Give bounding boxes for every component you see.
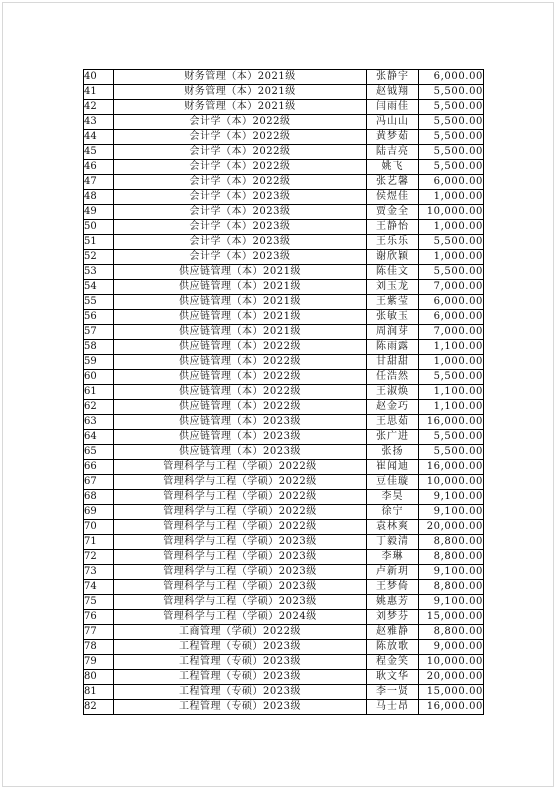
award-amount: 5,500.00 [419, 430, 484, 445]
table-row [84, 265, 484, 280]
table-row [84, 580, 484, 595]
class-name: 工程管理（专硕）2023级 [114, 700, 367, 715]
table-row [84, 250, 484, 265]
award-amount: 1,000.00 [419, 190, 484, 205]
row-number: 81 [84, 685, 114, 700]
student-name: 耿文华 [367, 670, 419, 685]
row-number: 51 [84, 235, 114, 250]
class-name: 财务管理（本）2021级 [114, 85, 367, 100]
class-name: 会计学（本）2022级 [114, 160, 367, 175]
student-name: 刘玉龙 [367, 280, 419, 295]
student-name: 姚惠芳 [367, 595, 419, 610]
award-amount: 20,000.00 [419, 520, 484, 535]
award-amount: 1,100.00 [419, 340, 484, 355]
student-name: 程金笑 [367, 655, 419, 670]
student-name: 黄梦茹 [367, 130, 419, 145]
award-amount: 5,500.00 [419, 265, 484, 280]
student-name: 马士昂 [367, 700, 419, 715]
class-name: 管理科学与工程（学硕）2022级 [114, 520, 367, 535]
table-row [84, 685, 484, 700]
table-row [84, 355, 484, 370]
row-number: 40 [84, 70, 114, 85]
student-name: 赵雅静 [367, 625, 419, 640]
student-name: 王静怡 [367, 220, 419, 235]
table-row [84, 700, 484, 715]
student-name: 周润芽 [367, 325, 419, 340]
class-name: 工程管理（专硕）2023级 [114, 655, 367, 670]
class-name: 管理科学与工程（学硕）2022级 [114, 505, 367, 520]
student-name: 卢新玥 [367, 565, 419, 580]
award-amount: 5,500.00 [419, 145, 484, 160]
class-name: 会计学（本）2022级 [114, 115, 367, 130]
award-amount: 7,000.00 [419, 280, 484, 295]
student-name: 豆佳璇 [367, 475, 419, 490]
student-name: 陈雨露 [367, 340, 419, 355]
row-number: 52 [84, 250, 114, 265]
class-name: 会计学（本）2023级 [114, 220, 367, 235]
class-name: 工程管理（专硕）2023级 [114, 685, 367, 700]
award-amount: 16,000.00 [419, 700, 484, 715]
award-amount: 1,000.00 [419, 250, 484, 265]
class-name: 管理科学与工程（学硕）2022级 [114, 490, 367, 505]
award-amount: 5,500.00 [419, 115, 484, 130]
row-number: 44 [84, 130, 114, 145]
class-name: 财务管理（本）2021级 [114, 70, 367, 85]
row-number: 75 [84, 595, 114, 610]
class-name: 供应链管理（本）2023级 [114, 445, 367, 460]
class-name: 工商管理（学硕）2022级 [114, 625, 367, 640]
class-name: 管理科学与工程（学硕）2023级 [114, 565, 367, 580]
table-row [84, 490, 484, 505]
table-row [84, 70, 484, 85]
class-name: 供应链管理（本）2021级 [114, 295, 367, 310]
scholarship-table [83, 69, 484, 715]
row-number: 46 [84, 160, 114, 175]
table-row [84, 505, 484, 520]
award-amount: 7,000.00 [419, 325, 484, 340]
award-amount: 6,000.00 [419, 295, 484, 310]
row-number: 70 [84, 520, 114, 535]
table-row [84, 145, 484, 160]
award-amount: 6,000.00 [419, 70, 484, 85]
class-name: 管理科学与工程（学硕）2022级 [114, 475, 367, 490]
row-number: 80 [84, 670, 114, 685]
student-name: 李昊 [367, 490, 419, 505]
row-number: 82 [84, 700, 114, 715]
class-name: 供应链管理（本）2021级 [114, 265, 367, 280]
table-row [84, 385, 484, 400]
table-row [84, 550, 484, 565]
table-row [84, 175, 484, 190]
student-name: 侯煜佳 [367, 190, 419, 205]
table-row [84, 160, 484, 175]
award-amount: 5,500.00 [419, 130, 484, 145]
row-number: 60 [84, 370, 114, 385]
award-amount: 9,100.00 [419, 490, 484, 505]
table-row [84, 220, 484, 235]
row-number: 41 [84, 85, 114, 100]
student-name: 王梦倚 [367, 580, 419, 595]
student-name: 刘梦芬 [367, 610, 419, 625]
row-number: 42 [84, 100, 114, 115]
class-name: 会计学（本）2023级 [114, 250, 367, 265]
table-row [84, 325, 484, 340]
table-row [84, 640, 484, 655]
award-amount: 8,800.00 [419, 535, 484, 550]
table-row [84, 595, 484, 610]
student-name: 崔闻迪 [367, 460, 419, 475]
row-number: 63 [84, 415, 114, 430]
class-name: 供应链管理（本）2021级 [114, 280, 367, 295]
award-amount: 1,000.00 [419, 220, 484, 235]
row-number: 67 [84, 475, 114, 490]
award-amount: 5,500.00 [419, 370, 484, 385]
award-amount: 6,000.00 [419, 310, 484, 325]
class-name: 供应链管理（本）2022级 [114, 385, 367, 400]
student-name: 陆吉亮 [367, 145, 419, 160]
row-number: 62 [84, 400, 114, 415]
table-row [84, 295, 484, 310]
row-number: 74 [84, 580, 114, 595]
student-name: 任浩然 [367, 370, 419, 385]
table-row [84, 235, 484, 250]
award-amount: 9,100.00 [419, 565, 484, 580]
row-number: 53 [84, 265, 114, 280]
row-number: 47 [84, 175, 114, 190]
row-number: 79 [84, 655, 114, 670]
student-name: 贾金全 [367, 205, 419, 220]
row-number: 65 [84, 445, 114, 460]
award-amount: 5,500.00 [419, 100, 484, 115]
class-name: 管理科学与工程（学硕）2024级 [114, 610, 367, 625]
table-row [84, 310, 484, 325]
student-name: 张扬 [367, 445, 419, 460]
table-row [84, 370, 484, 385]
award-amount: 10,000.00 [419, 655, 484, 670]
row-number: 66 [84, 460, 114, 475]
class-name: 会计学（本）2023级 [114, 205, 367, 220]
award-amount: 9,100.00 [419, 505, 484, 520]
award-amount: 15,000.00 [419, 685, 484, 700]
table-row [84, 655, 484, 670]
class-name: 会计学（本）2023级 [114, 190, 367, 205]
table-row [84, 190, 484, 205]
row-number: 50 [84, 220, 114, 235]
award-amount: 8,800.00 [419, 550, 484, 565]
class-name: 供应链管理（本）2022级 [114, 370, 367, 385]
award-amount: 1,100.00 [419, 400, 484, 415]
class-name: 会计学（本）2022级 [114, 130, 367, 145]
class-name: 供应链管理（本）2022级 [114, 340, 367, 355]
student-name: 李琳 [367, 550, 419, 565]
student-name: 王乐乐 [367, 235, 419, 250]
class-name: 管理科学与工程（学硕）2023级 [114, 595, 367, 610]
row-number: 73 [84, 565, 114, 580]
row-number: 45 [84, 145, 114, 160]
student-name: 李一贤 [367, 685, 419, 700]
class-name: 管理科学与工程（学硕）2023级 [114, 535, 367, 550]
student-name: 赵金巧 [367, 400, 419, 415]
award-amount: 1,100.00 [419, 385, 484, 400]
row-number: 58 [84, 340, 114, 355]
row-number: 54 [84, 280, 114, 295]
student-name: 谢欣颖 [367, 250, 419, 265]
class-name: 供应链管理（本）2021级 [114, 310, 367, 325]
table-row [84, 100, 484, 115]
award-amount: 20,000.00 [419, 670, 484, 685]
row-number: 49 [84, 205, 114, 220]
class-name: 工程管理（专硕）2023级 [114, 670, 367, 685]
student-name: 王淑焕 [367, 385, 419, 400]
award-amount: 5,500.00 [419, 445, 484, 460]
award-amount: 16,000.00 [419, 460, 484, 475]
class-name: 供应链管理（本）2023级 [114, 415, 367, 430]
table-row [84, 445, 484, 460]
table-row [84, 610, 484, 625]
student-name: 闫雨佳 [367, 100, 419, 115]
row-number: 68 [84, 490, 114, 505]
student-name: 陈放歌 [367, 640, 419, 655]
table-row [84, 205, 484, 220]
student-name: 丁毅清 [367, 535, 419, 550]
table-row [84, 460, 484, 475]
row-number: 64 [84, 430, 114, 445]
award-amount: 1,000.00 [419, 355, 484, 370]
row-number: 71 [84, 535, 114, 550]
award-amount: 5,500.00 [419, 85, 484, 100]
table-row [84, 475, 484, 490]
class-name: 供应链管理（本）2021级 [114, 325, 367, 340]
row-number: 69 [84, 505, 114, 520]
student-name: 姚飞 [367, 160, 419, 175]
student-name: 王思茹 [367, 415, 419, 430]
award-amount: 5,500.00 [419, 235, 484, 250]
class-name: 供应链管理（本）2022级 [114, 400, 367, 415]
award-amount: 6,000.00 [419, 175, 484, 190]
student-name: 张艺馨 [367, 175, 419, 190]
class-name: 工程管理（专硕）2023级 [114, 640, 367, 655]
row-number: 55 [84, 295, 114, 310]
award-amount: 15,000.00 [419, 610, 484, 625]
student-name: 王紫莹 [367, 295, 419, 310]
table-row [84, 400, 484, 415]
class-name: 供应链管理（本）2022级 [114, 355, 367, 370]
class-name: 管理科学与工程（学硕）2022级 [114, 460, 367, 475]
row-number: 56 [84, 310, 114, 325]
table-row [84, 280, 484, 295]
row-number: 76 [84, 610, 114, 625]
table-body [84, 70, 484, 715]
row-number: 77 [84, 625, 114, 640]
award-amount: 10,000.00 [419, 475, 484, 490]
table-row [84, 130, 484, 145]
award-amount: 10,000.00 [419, 205, 484, 220]
table-row [84, 565, 484, 580]
student-name: 张广进 [367, 430, 419, 445]
student-name: 冯山山 [367, 115, 419, 130]
student-name: 张静宇 [367, 70, 419, 85]
award-amount: 16,000.00 [419, 415, 484, 430]
student-name: 陈佳文 [367, 265, 419, 280]
table-row [84, 415, 484, 430]
student-name: 张敏玉 [367, 310, 419, 325]
class-name: 管理科学与工程（学硕）2023级 [114, 580, 367, 595]
class-name: 管理科学与工程（学硕）2023级 [114, 550, 367, 565]
award-amount: 9,100.00 [419, 595, 484, 610]
row-number: 43 [84, 115, 114, 130]
table-row [84, 520, 484, 535]
award-amount: 8,800.00 [419, 625, 484, 640]
class-name: 财务管理（本）2021级 [114, 100, 367, 115]
student-name: 赵钺翔 [367, 85, 419, 100]
table-row [84, 430, 484, 445]
award-amount: 9,000.00 [419, 640, 484, 655]
class-name: 会计学（本）2023级 [114, 235, 367, 250]
table-row [84, 115, 484, 130]
table-row [84, 85, 484, 100]
table-row [84, 535, 484, 550]
class-name: 供应链管理（本）2023级 [114, 430, 367, 445]
row-number: 57 [84, 325, 114, 340]
row-number: 61 [84, 385, 114, 400]
student-name: 袁林爽 [367, 520, 419, 535]
class-name: 会计学（本）2022级 [114, 175, 367, 190]
table-row [84, 625, 484, 640]
table-row [84, 340, 484, 355]
class-name: 会计学（本）2022级 [114, 145, 367, 160]
row-number: 59 [84, 355, 114, 370]
row-number: 48 [84, 190, 114, 205]
award-amount: 5,500.00 [419, 160, 484, 175]
student-name: 甘甜甜 [367, 355, 419, 370]
award-amount: 8,800.00 [419, 580, 484, 595]
row-number: 78 [84, 640, 114, 655]
student-name: 徐宁 [367, 505, 419, 520]
row-number: 72 [84, 550, 114, 565]
table-row [84, 670, 484, 685]
